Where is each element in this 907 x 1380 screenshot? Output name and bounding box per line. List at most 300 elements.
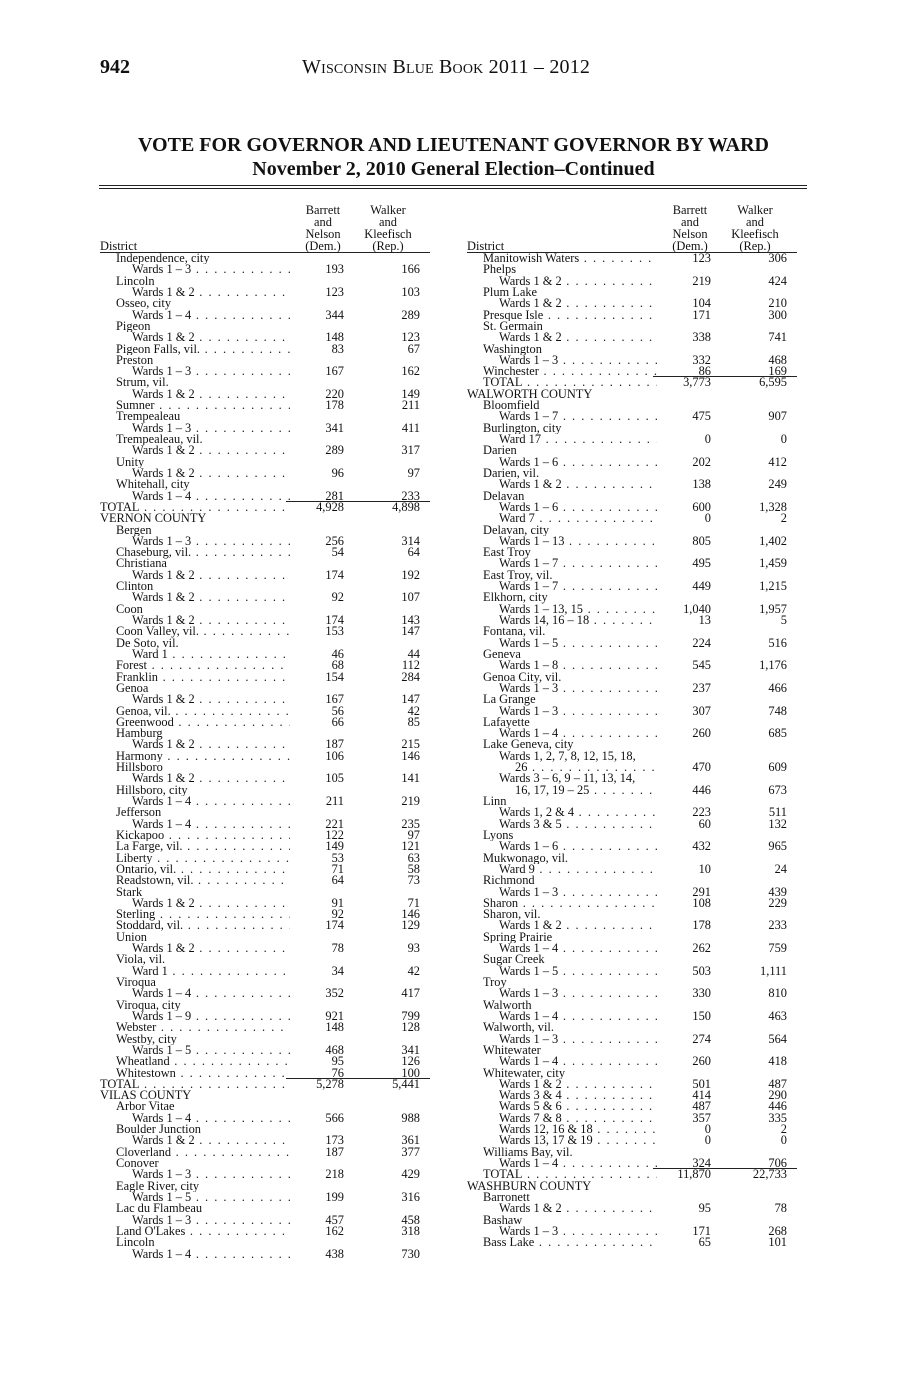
dem-votes: 487 <box>692 1099 711 1114</box>
title-rule-bottom <box>99 188 807 189</box>
table-row <box>100 547 430 558</box>
table-row <box>100 1008 430 1023</box>
table-row <box>467 1124 797 1135</box>
title-rule-top <box>99 185 807 186</box>
dem-votes: 202 <box>692 454 711 469</box>
table-row <box>467 694 797 705</box>
table-row <box>100 850 430 865</box>
district-label: 26 . . . <box>515 762 657 773</box>
district-label: Pigeon <box>116 320 151 333</box>
table-row <box>467 513 797 524</box>
district-label: Bergen <box>116 524 152 536</box>
district-label: Plum Lake <box>483 286 538 299</box>
rep-votes: 229 <box>768 895 787 910</box>
district-label: Forest . . . <box>116 660 290 671</box>
rep-votes: 730 <box>401 1246 420 1261</box>
district-label: Wards 1 & 2 . . . <box>132 943 290 954</box>
district-label: Wards 1 & 2 . . . <box>132 1135 290 1146</box>
table-row <box>100 943 430 954</box>
dem-votes: 187 <box>325 1144 344 1159</box>
rep-votes: 6,595 <box>759 375 787 390</box>
district-label: Wards 13, 17 & 19 . . . <box>499 1135 657 1146</box>
rep-votes: 289 <box>401 307 420 322</box>
district-label: Elkhorn, city <box>483 592 548 604</box>
table-row <box>100 1203 430 1214</box>
table-row <box>100 377 430 388</box>
table-title <box>0 133 907 181</box>
table-row <box>100 525 430 536</box>
district-label: Whitestown . . . <box>116 1068 290 1079</box>
table-row <box>100 445 430 456</box>
dem-votes: 104 <box>692 296 711 311</box>
table-row <box>467 635 797 650</box>
district-label: Wards 7 & 8 . . . <box>499 1113 657 1124</box>
rep-votes: 965 <box>768 839 787 854</box>
district-label: Bass Lake . . . <box>483 1237 657 1248</box>
district-label: Wards 1 – 3 . . . <box>132 423 290 434</box>
district-label: Wards 1 – 3 . . . <box>499 706 657 717</box>
district-label: Wards 3 & 5 . . . <box>499 819 657 830</box>
district-label: Hamburg <box>116 728 163 740</box>
table-row <box>100 604 430 615</box>
rep-votes: 418 <box>768 1054 787 1069</box>
table-row <box>100 703 430 718</box>
rep-votes: 63 <box>407 850 420 865</box>
dem-votes: 3,773 <box>683 375 711 390</box>
table-row <box>467 816 797 831</box>
district-label: Wards 1 & 2 . . . <box>132 773 290 784</box>
dem-votes: 105 <box>325 771 344 786</box>
district-label: Wards 1 & 2 . . . <box>132 592 290 603</box>
dem-header: Barrett and Nelson (Dem.) <box>305 203 341 253</box>
rep-votes: 1,459 <box>759 556 787 571</box>
table-row <box>100 932 430 943</box>
dem-header: Barrett and Nelson (Dem.) <box>672 203 708 253</box>
rep-votes: 335 <box>768 1110 787 1125</box>
table-row <box>467 601 797 616</box>
table-row <box>467 680 797 695</box>
district-label: Wards 1 – 3 . . . <box>132 264 290 275</box>
rep-votes: 100 <box>401 1065 420 1080</box>
rep-votes: 211 <box>401 398 420 413</box>
district-label: East Troy, vil. <box>483 569 553 582</box>
district-label: Winchester . . . <box>483 366 657 377</box>
dem-votes: 260 <box>692 1054 711 1069</box>
district-label: Wards 1, 2, 7, 8, 12, 15, 18, <box>499 750 636 763</box>
district-label: Sterling . . . <box>116 909 290 920</box>
dem-votes: 274 <box>692 1031 711 1046</box>
district-label: Bashaw <box>483 1214 523 1226</box>
district-label: Lincoln <box>116 275 155 288</box>
table-row <box>467 547 797 558</box>
table-row <box>467 1215 797 1226</box>
table-row <box>100 513 430 524</box>
table-row <box>100 1076 430 1091</box>
rep-header: Walker and Kleefisch (Rep.) <box>731 203 779 253</box>
district-label: Walworth, vil. <box>483 1022 554 1034</box>
table-row <box>100 1000 430 1011</box>
rep-votes: 609 <box>768 760 787 775</box>
dem-votes: 56 <box>331 703 344 718</box>
dem-votes: 92 <box>331 590 344 605</box>
district-label: TOTAL . . . <box>483 377 657 388</box>
rep-votes: 1,957 <box>759 601 787 616</box>
rep-votes: 141 <box>401 771 420 786</box>
district-label: Wards 1 – 4 . . . <box>499 728 657 739</box>
table-row <box>100 457 430 468</box>
district-label: Union <box>116 931 147 944</box>
district-label: Ontario, vil. . . . <box>116 864 290 875</box>
table-row <box>467 853 797 864</box>
dem-votes: 76 <box>331 1065 344 1080</box>
district-label: Wards 1 & 2 . . . <box>132 898 290 909</box>
table-row <box>100 807 430 818</box>
table-row <box>100 1135 430 1146</box>
left-rows <box>100 253 430 1260</box>
table-row <box>467 1203 797 1214</box>
table-row <box>100 1237 430 1248</box>
table-row <box>467 1090 797 1101</box>
dem-votes: 66 <box>331 714 344 729</box>
table-row <box>100 748 430 763</box>
dem-votes: 566 <box>325 1110 344 1125</box>
district-label: TOTAL . . . <box>100 1079 290 1090</box>
table-row <box>467 739 797 750</box>
dem-votes: 545 <box>692 658 711 673</box>
dem-votes: 218 <box>325 1167 344 1182</box>
rep-votes: 988 <box>401 1110 420 1125</box>
rep-votes: 516 <box>768 635 787 650</box>
table-row <box>100 694 430 705</box>
dem-votes: 438 <box>325 1246 344 1261</box>
table-row <box>100 264 430 275</box>
district-label: WALWORTH COUNTY <box>467 388 593 401</box>
district-label: Mukwonago, vil. <box>483 852 569 864</box>
rep-votes: 71 <box>407 895 420 910</box>
district-label: Lafayette <box>483 716 530 729</box>
table-row <box>467 909 797 920</box>
table-row <box>467 1068 797 1079</box>
district-label: Hillsboro <box>116 762 163 774</box>
rep-votes: 463 <box>768 1008 787 1023</box>
district-label: Wards 1 – 3 . . . <box>499 1034 657 1045</box>
table-row <box>100 773 430 784</box>
left-column-header <box>100 200 430 253</box>
table-row <box>467 423 797 434</box>
rep-votes: 300 <box>768 307 787 322</box>
district-label: Osseo, city <box>116 298 172 310</box>
district-label: Franklin . . . <box>116 672 290 683</box>
dem-votes: 338 <box>692 330 711 345</box>
district-label: Wards 1 & 2 . . . <box>499 479 657 490</box>
district-label: Chaseburg, vil. . . . <box>116 547 290 558</box>
dem-votes: 495 <box>692 556 711 571</box>
table-row <box>467 1008 797 1023</box>
rep-votes: 673 <box>768 782 787 797</box>
district-label: Troy <box>483 977 507 989</box>
district-label: Strum, vil. <box>116 377 169 389</box>
district-label: Wards 3 – 6, 9 – 11, 13, 14, <box>499 773 636 785</box>
table-row <box>100 1189 430 1204</box>
dem-votes: 289 <box>325 443 344 458</box>
table-row <box>467 615 797 626</box>
dem-votes: 60 <box>698 816 711 831</box>
rep-votes: 377 <box>401 1144 420 1159</box>
right-column-header <box>467 200 797 253</box>
table-row <box>100 434 430 445</box>
district-label: Wards 3 & 4 . . . <box>499 1090 657 1101</box>
table-row <box>467 479 797 490</box>
dem-votes: 91 <box>331 895 344 910</box>
dem-votes: 150 <box>692 1008 711 1023</box>
rep-votes: 5 <box>780 613 787 627</box>
dem-votes: 167 <box>325 692 344 707</box>
district-label: Wards 1 – 3 . . . <box>499 887 657 898</box>
rep-votes: 314 <box>401 533 420 548</box>
dem-votes: 108 <box>692 895 711 910</box>
district-label: Clinton <box>116 581 154 593</box>
dem-votes: 414 <box>692 1088 711 1103</box>
dem-votes: 0 <box>704 432 711 446</box>
table-row <box>467 287 797 298</box>
rep-votes: 268 <box>768 1223 787 1238</box>
rep-votes: 439 <box>768 884 787 899</box>
page-number: 942 <box>100 56 130 78</box>
rep-votes: 73 <box>407 873 420 888</box>
table-row <box>100 355 430 366</box>
rep-votes: 4,898 <box>392 499 420 514</box>
table-row <box>100 909 430 920</box>
dem-votes: 357 <box>692 1110 711 1125</box>
district-label: TOTAL . . . <box>100 502 290 513</box>
rep-votes: 810 <box>768 986 787 1001</box>
district-label: Greenwood . . . <box>116 717 290 728</box>
rep-votes: 1,328 <box>759 499 787 514</box>
district-label: Wards 1 – 13 . . . <box>499 536 657 547</box>
district-label: La Farge, vil. . . . <box>116 841 290 852</box>
district-label: Coon <box>116 603 143 616</box>
district-label: Wards 1 – 4 . . . <box>132 1113 290 1124</box>
district-label: Wards 1 – 4 . . . <box>132 819 290 830</box>
district-label: Sharon, vil. <box>483 909 541 921</box>
dem-votes: 211 <box>325 794 344 808</box>
district-label: Land O'Lakes . . . <box>116 1226 290 1237</box>
district-header: District <box>467 239 505 253</box>
rep-votes: 417 <box>401 986 420 1001</box>
table-row <box>467 344 797 355</box>
dem-votes: 65 <box>698 1235 711 1250</box>
table-row <box>100 488 430 503</box>
rep-votes: 64 <box>407 545 420 560</box>
rep-votes: 317 <box>401 443 420 458</box>
rep-votes: 128 <box>401 1020 420 1035</box>
table-row <box>467 1056 797 1067</box>
district-label: East Troy <box>483 547 531 559</box>
table-row <box>100 298 430 309</box>
district-label: Phelps <box>483 264 517 276</box>
dem-votes: 154 <box>325 669 344 684</box>
rep-votes: 468 <box>768 352 787 367</box>
district-label: Ward 1 . . . <box>132 649 290 660</box>
district-label: Wards 1 & 2 . . . <box>499 1079 657 1090</box>
district-label: Lake Geneva, city <box>483 739 574 751</box>
district-label: Sumner . . . <box>116 400 290 411</box>
dem-votes: 4,928 <box>316 499 344 514</box>
table-row <box>100 411 430 422</box>
dem-votes: 260 <box>692 726 711 741</box>
rep-votes: 85 <box>407 714 420 729</box>
district-label: Wards 1 – 4 . . . <box>132 796 290 807</box>
district-label: Presque Isle . . . <box>483 310 657 321</box>
table-row <box>467 830 797 841</box>
district-label: Wards 1 – 3 . . . <box>499 988 657 999</box>
dem-votes: 281 <box>325 488 344 503</box>
table-row <box>467 468 797 479</box>
district-label: Wards 12, 16 & 18 . . . <box>499 1124 657 1135</box>
dem-votes: 291 <box>692 884 711 899</box>
district-label: Wards 1 – 4 . . . <box>132 988 290 999</box>
table-row <box>100 499 430 514</box>
rep-votes: 210 <box>768 296 787 311</box>
district-label: Wards 1 – 4 . . . <box>499 1056 657 1067</box>
table-row <box>100 977 430 988</box>
table-row <box>467 943 797 954</box>
dem-votes: 149 <box>325 839 344 854</box>
table-row <box>100 1110 430 1125</box>
district-label: Wards 1 – 4 . . . <box>132 491 290 502</box>
district-header: District <box>100 239 138 253</box>
table-row <box>467 762 797 773</box>
district-label: Linn <box>483 796 507 808</box>
dem-votes: 178 <box>692 918 711 933</box>
district-label: Whitewater <box>483 1044 541 1057</box>
dem-votes: 470 <box>692 760 711 775</box>
district-label: Wards 1 & 2 . . . <box>132 739 290 750</box>
rep-votes: 748 <box>768 703 787 718</box>
dem-votes: 503 <box>692 963 711 978</box>
district-label: Trempealeau, vil. <box>116 434 203 446</box>
rep-votes: 146 <box>401 748 420 763</box>
table-row <box>100 533 430 548</box>
district-label: Wards 1 & 2 . . . <box>132 445 290 456</box>
table-row <box>100 683 430 694</box>
district-label: Wards 1 – 3 . . . <box>499 355 657 366</box>
district-label: Ward 1 . . . <box>132 966 290 977</box>
dem-votes: 86 <box>698 364 711 379</box>
rep-votes: 907 <box>768 409 787 424</box>
table-row <box>100 581 430 592</box>
table-row <box>467 1147 797 1158</box>
rep-votes: 458 <box>401 1212 420 1227</box>
dem-votes: 174 <box>325 918 344 933</box>
table-row <box>100 567 430 582</box>
table-row <box>467 400 797 411</box>
table-row <box>100 785 430 796</box>
district-label: Viroqua <box>116 977 156 989</box>
dem-votes: 167 <box>325 364 344 379</box>
rep-votes: 162 <box>401 364 420 379</box>
table-row <box>467 875 797 886</box>
table-row <box>100 841 430 852</box>
table-row <box>467 491 797 502</box>
dem-votes: 54 <box>331 545 344 560</box>
table-row <box>467 1158 797 1169</box>
rep-votes: 424 <box>768 273 787 288</box>
rep-votes: 103 <box>401 284 420 299</box>
district-label: Wards 1 & 2 . . . <box>132 570 290 581</box>
dem-votes: 122 <box>325 827 344 842</box>
district-label: Delavan, city <box>483 524 550 536</box>
table-row <box>467 332 797 343</box>
district-label: Wards 1 – 3 . . . <box>132 1169 290 1180</box>
district-label: Wards 1 – 4 . . . <box>132 310 290 321</box>
district-label: Wards 1 & 2 . . . <box>132 615 290 626</box>
district-label: Barronett <box>483 1191 530 1204</box>
dem-votes: 0 <box>704 1133 711 1148</box>
dem-votes: 330 <box>692 986 711 1001</box>
table-row <box>100 465 430 480</box>
dem-votes: 92 <box>331 907 344 922</box>
dem-votes: 449 <box>692 579 711 594</box>
district-label: Wards 1 – 3 . . . <box>132 536 290 547</box>
rep-votes: 316 <box>401 1189 420 1204</box>
title-line-2: November 2, 2010 General Election–Continued <box>252 158 655 180</box>
table-row <box>100 796 430 807</box>
table-row <box>100 728 430 739</box>
dem-votes: 921 <box>325 1008 344 1023</box>
rep-votes: 44 <box>407 646 420 661</box>
district-label: Sugar Creek <box>483 954 545 966</box>
district-label: Arbor Vitae <box>116 1101 175 1113</box>
district-label: VERNON COUNTY <box>100 513 207 525</box>
table-row <box>100 739 430 750</box>
dem-votes: 123 <box>692 251 711 265</box>
table-row <box>467 253 797 264</box>
district-label: Delavan <box>483 490 525 502</box>
table-row <box>467 841 797 852</box>
table-row <box>100 1212 430 1227</box>
rep-votes: 97 <box>407 465 420 480</box>
rep-votes: 22,733 <box>752 1167 787 1182</box>
district-label: Wards 1 – 5 . . . <box>499 966 657 977</box>
district-label: Genoa <box>116 682 149 695</box>
district-label: Wards 1 & 2 . . . <box>132 287 290 298</box>
table-row <box>100 1144 430 1159</box>
table-row <box>467 1192 797 1203</box>
district-label: Wards 1 – 4 . . . <box>499 943 657 954</box>
rep-votes: 97 <box>407 827 420 842</box>
table-row <box>100 638 430 649</box>
district-label: Preston <box>116 354 154 367</box>
district-label: Wards 14, 16 – 18 . . . <box>499 615 657 626</box>
dem-votes: 106 <box>325 748 344 763</box>
table-row <box>467 298 797 309</box>
table-row <box>100 332 430 343</box>
rep-votes: 318 <box>401 1223 420 1238</box>
dem-votes: 199 <box>325 1189 344 1204</box>
district-label: Walworth <box>483 999 532 1012</box>
dem-votes: 46 <box>331 646 344 661</box>
table-row <box>467 861 797 876</box>
rep-votes: 126 <box>401 1054 420 1069</box>
table-row <box>100 420 430 435</box>
rep-votes: 741 <box>768 330 787 345</box>
rep-votes: 412 <box>768 454 787 469</box>
dem-votes: 96 <box>331 465 344 480</box>
table-row <box>467 1181 797 1192</box>
table-row <box>100 284 430 299</box>
district-label: Ward 9 . . . <box>499 864 657 875</box>
